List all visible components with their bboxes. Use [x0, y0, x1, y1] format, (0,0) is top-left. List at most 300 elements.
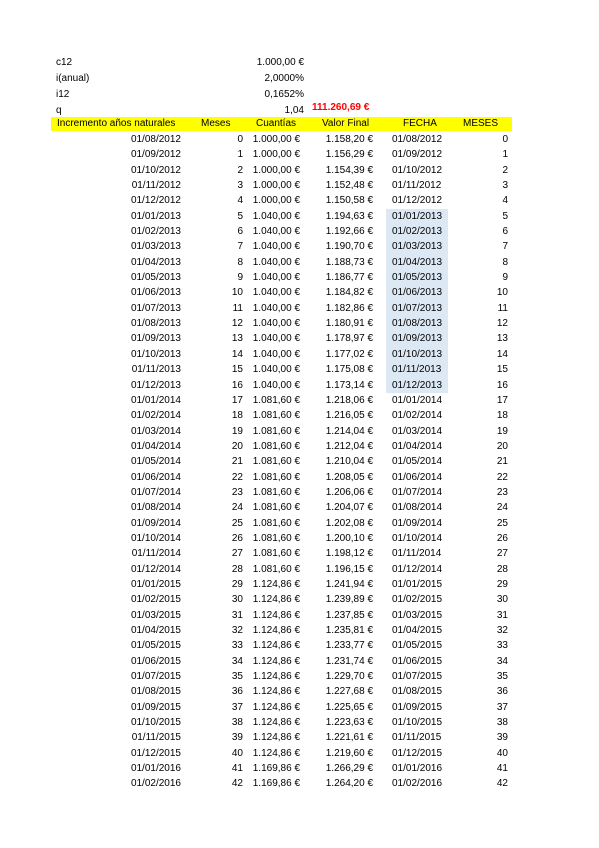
cell-fecha2: 01/09/2015: [392, 701, 443, 713]
cell-mes: 25: [231, 517, 243, 529]
cell-fecha: 01/03/2013: [130, 241, 181, 253]
cell-mes2: 1: [502, 149, 508, 161]
cell-mes: 7: [237, 241, 243, 253]
table-row: [0, 577, 599, 592]
cell-fecha2: 01/04/2014: [392, 440, 443, 452]
cell-valor-final: 1.239,89 €: [325, 594, 373, 606]
cell-fecha: 01/04/2015: [130, 625, 181, 636]
cell-valor-final: 1.186,77 €: [325, 272, 373, 284]
cell-cuantia: 1.124,86 €: [252, 671, 300, 683]
cell-valor-final: 1.231,74 €: [325, 655, 373, 667]
cell-mes2: 32: [496, 625, 508, 636]
cell-cuantia: 1.081,60 €: [252, 486, 300, 498]
param-label: i(anual): [56, 73, 90, 84]
header-valor-final: Valor Final: [322, 118, 370, 129]
cell-mes2: 39: [496, 732, 508, 744]
table-row: [0, 746, 599, 761]
cell-valor-final: 1.150,58 €: [325, 195, 373, 207]
cell-mes: 9: [237, 272, 243, 284]
cell-mes: 13: [231, 333, 243, 345]
cell-fecha: 01/08/2012: [130, 134, 181, 145]
cell-fecha: 01/05/2014: [130, 456, 181, 468]
cell-cuantia: 1.040,00 €: [252, 302, 300, 314]
table-row: [0, 776, 599, 791]
cell-mes: 33: [231, 640, 243, 652]
header-meses2: MESES: [463, 118, 499, 129]
cell-mes2: 8: [502, 256, 508, 268]
cell-valor-final: 1.233,77 €: [325, 640, 373, 652]
cell-fecha: 01/03/2014: [130, 425, 181, 437]
cell-cuantia: 1.124,86 €: [252, 594, 300, 606]
param-value: 1.000,00 €: [256, 57, 304, 68]
cell-mes: 40: [231, 747, 243, 759]
cell-valor-final: 1.154,39 €: [325, 164, 373, 176]
cell-fecha: 01/12/2012: [130, 195, 181, 207]
cell-mes: 22: [231, 471, 243, 483]
cell-fecha: 01/02/2016: [130, 778, 181, 790]
cell-cuantia: 1.081,60 €: [252, 532, 300, 544]
cell-cuantia: 1.040,00 €: [252, 333, 300, 345]
cell-cuantia: 1.124,86 €: [252, 640, 300, 652]
cell-cuantia: 1.124,86 €: [252, 609, 300, 621]
cell-fecha: 01/12/2013: [130, 379, 181, 391]
table-row: [0, 331, 599, 346]
cell-mes2: 13: [496, 333, 508, 345]
table-row: [0, 715, 599, 730]
cell-cuantia: 1.040,00 €: [252, 210, 300, 222]
cell-fecha: 01/03/2015: [130, 609, 181, 621]
cell-fecha2: 01/05/2013: [392, 272, 443, 284]
table-row: [0, 654, 599, 669]
cell-mes2: 9: [502, 272, 508, 284]
cell-cuantia: 1.081,60 €: [252, 502, 300, 514]
table-header-right: [386, 117, 512, 131]
cell-valor-final: 1.175,08 €: [325, 364, 373, 376]
cell-fecha2: 01/01/2014: [392, 394, 443, 406]
cell-cuantia: 1.000,00 €: [252, 164, 300, 176]
param-row-c12: [56, 55, 386, 71]
cell-mes: 31: [231, 609, 243, 621]
cell-valor-final: 1.178,97 €: [325, 333, 373, 345]
table-row: [0, 439, 599, 454]
cell-mes2: 7: [502, 241, 508, 253]
cell-cuantia: 1.040,00 €: [252, 256, 300, 268]
table-row: [0, 147, 599, 162]
cell-fecha: 01/11/2014: [131, 548, 181, 560]
cell-valor-final: 1.208,05 €: [325, 471, 373, 483]
cell-mes2: 38: [496, 717, 508, 729]
param-value: 2,0000%: [264, 73, 304, 84]
cell-cuantia: 1.081,60 €: [252, 440, 300, 452]
table-row: [0, 393, 599, 408]
cell-mes: 10: [231, 287, 243, 299]
cell-fecha2: 01/11/2012: [392, 180, 442, 192]
table-row: [0, 500, 599, 515]
table-row: [0, 270, 599, 285]
cell-mes: 12: [231, 318, 243, 330]
cell-mes: 11: [232, 302, 243, 314]
cell-valor-final: 1.158,20 €: [325, 134, 373, 145]
cell-mes: 4: [237, 195, 243, 207]
cell-fecha2: 01/02/2016: [392, 778, 443, 790]
cell-fecha2: 01/02/2014: [392, 410, 443, 422]
total-value: 111.260,69 €: [312, 102, 370, 113]
cell-cuantia: 1.081,60 €: [252, 456, 300, 468]
cell-mes2: 15: [496, 364, 508, 376]
cell-mes: 17: [231, 394, 243, 406]
cell-valor-final: 1.173,14 €: [325, 379, 373, 391]
cell-mes2: 18: [496, 410, 508, 422]
cell-mes2: 40: [496, 747, 508, 759]
cell-mes2: 11: [497, 302, 508, 314]
cell-valor-final: 1.225,65 €: [325, 701, 373, 713]
cell-valor-final: 1.221,61 €: [325, 732, 373, 744]
cell-fecha: 01/11/2012: [131, 180, 181, 192]
cell-valor-final: 1.214,04 €: [325, 425, 373, 437]
cell-fecha2: 01/08/2013: [392, 318, 443, 330]
cell-fecha2: 01/03/2013: [392, 241, 443, 253]
cell-mes: 37: [231, 701, 243, 713]
cell-fecha: 01/11/2015: [131, 732, 181, 744]
data-table: [0, 132, 599, 792]
cell-mes2: 19: [496, 425, 508, 437]
cell-valor-final: 1.198,12 €: [325, 548, 373, 560]
cell-mes: 16: [231, 379, 243, 391]
cell-cuantia: 1.124,86 €: [252, 655, 300, 667]
cell-mes: 23: [231, 486, 243, 498]
cell-fecha2: 01/06/2015: [392, 655, 443, 667]
cell-mes2: 10: [496, 287, 508, 299]
table-row: [0, 638, 599, 653]
cell-mes: 24: [231, 502, 243, 514]
cell-cuantia: 1.040,00 €: [252, 364, 300, 376]
cell-fecha2: 01/04/2015: [392, 625, 443, 636]
cell-mes2: 24: [496, 502, 508, 514]
table-header: [51, 117, 386, 131]
cell-fecha: 01/09/2014: [130, 517, 181, 529]
cell-mes: 34: [231, 655, 243, 667]
cell-fecha2: 01/10/2014: [392, 532, 443, 544]
cell-cuantia: 1.124,86 €: [252, 701, 300, 713]
cell-fecha: 01/11/2013: [131, 364, 181, 376]
table-row: [0, 239, 599, 254]
cell-mes: 38: [231, 717, 243, 729]
cell-mes: 19: [231, 425, 243, 437]
cell-fecha2: 01/10/2012: [392, 164, 443, 176]
cell-fecha: 01/12/2015: [130, 747, 181, 759]
table-row: [0, 454, 599, 469]
cell-fecha: 01/10/2015: [130, 717, 181, 729]
cell-valor-final: 1.219,60 €: [325, 747, 373, 759]
cell-cuantia: 1.040,00 €: [252, 379, 300, 391]
table-row: [0, 347, 599, 362]
table-row: [0, 531, 599, 546]
cell-mes2: 3: [502, 180, 508, 192]
cell-cuantia: 1.040,00 €: [252, 287, 300, 299]
cell-fecha2: 01/07/2015: [392, 671, 443, 683]
cell-valor-final: 1.241,94 €: [325, 578, 373, 590]
cell-fecha: 01/05/2015: [130, 640, 181, 652]
cell-mes2: 21: [496, 456, 508, 468]
header-meses: Meses: [201, 118, 231, 129]
param-label: c12: [56, 57, 73, 68]
cell-valor-final: 1.210,04 €: [325, 456, 373, 468]
cell-cuantia: 1.081,60 €: [252, 517, 300, 529]
cell-fecha2: 01/04/2013: [392, 256, 443, 268]
cell-fecha2: 01/10/2013: [392, 348, 443, 360]
cell-mes2: 12: [496, 318, 508, 330]
param-label: i12: [56, 89, 70, 100]
cell-valor-final: 1.204,07 €: [325, 502, 373, 514]
cell-fecha2: 01/12/2012: [392, 195, 443, 207]
cell-mes2: 6: [502, 226, 508, 238]
cell-fecha: 01/06/2013: [130, 287, 181, 299]
table-row: [0, 730, 599, 745]
cell-mes: 36: [231, 686, 243, 698]
cell-fecha: 01/06/2014: [130, 471, 181, 483]
cell-mes: 6: [237, 226, 243, 238]
cell-fecha2: 01/12/2015: [392, 747, 443, 759]
cell-mes: 2: [237, 164, 243, 176]
cell-fecha: 01/01/2015: [130, 578, 181, 590]
cell-fecha2: 01/12/2013: [392, 379, 443, 391]
cell-mes2: 2: [502, 164, 508, 176]
cell-fecha2: 01/02/2013: [392, 226, 443, 238]
table-row: [0, 608, 599, 623]
cell-mes: 18: [231, 410, 243, 422]
header-fecha: FECHA: [403, 118, 437, 129]
cell-fecha2: 01/06/2014: [392, 471, 443, 483]
cell-mes2: 31: [496, 609, 508, 621]
cell-fecha2: 01/03/2015: [392, 609, 443, 621]
cell-cuantia: 1.081,60 €: [252, 410, 300, 422]
cell-mes2: 17: [496, 394, 508, 406]
cell-cuantia: 1.040,00 €: [252, 348, 300, 360]
table-row: [0, 623, 599, 638]
cell-fecha: 01/09/2013: [130, 333, 181, 345]
cell-valor-final: 1.202,08 €: [325, 517, 373, 529]
cell-mes2: 0: [502, 134, 508, 145]
cell-fecha2: 01/06/2013: [392, 287, 443, 299]
cell-mes: 8: [237, 256, 243, 268]
cell-mes2: 34: [496, 655, 508, 667]
cell-mes2: 5: [502, 210, 508, 222]
cell-mes2: 42: [496, 778, 508, 790]
cell-cuantia: 1.000,00 €: [252, 195, 300, 207]
cell-valor-final: 1.188,73 €: [325, 256, 373, 268]
cell-mes2: 29: [496, 578, 508, 590]
table-row: [0, 546, 599, 561]
cell-mes2: 14: [496, 348, 508, 360]
cell-cuantia: 1.124,86 €: [252, 717, 300, 729]
cell-fecha2: 01/02/2015: [392, 594, 443, 606]
cell-mes2: 4: [502, 195, 508, 207]
table-row: [0, 193, 599, 208]
param-value: 1,04: [284, 105, 304, 116]
cell-mes: 35: [231, 671, 243, 683]
table-row: [0, 378, 599, 393]
cell-fecha: 01/05/2013: [130, 272, 181, 284]
cell-mes: 21: [231, 456, 243, 468]
cell-mes: 28: [231, 563, 243, 575]
cell-fecha: 01/12/2014: [130, 563, 181, 575]
cell-mes2: 36: [496, 686, 508, 698]
cell-mes: 14: [231, 348, 243, 360]
cell-mes2: 37: [496, 701, 508, 713]
cell-fecha2: 01/01/2016: [392, 763, 443, 775]
table-row: [0, 255, 599, 270]
param-label: q: [56, 105, 62, 116]
cell-valor-final: 1.212,04 €: [325, 440, 373, 452]
cell-fecha: 01/04/2014: [130, 440, 181, 452]
table-row: [0, 224, 599, 239]
cell-fecha: 01/09/2015: [130, 701, 181, 713]
cell-cuantia: 1.000,00 €: [252, 149, 300, 161]
cell-mes2: 33: [496, 640, 508, 652]
table-row: [0, 209, 599, 224]
cell-cuantia: 1.040,00 €: [252, 226, 300, 238]
cell-mes: 27: [231, 548, 243, 560]
cell-mes: 29: [231, 578, 243, 590]
cell-valor-final: 1.264,20 €: [325, 778, 373, 790]
table-row: [0, 316, 599, 331]
cell-fecha: 01/02/2014: [130, 410, 181, 422]
cell-valor-final: 1.229,70 €: [325, 671, 373, 683]
cell-cuantia: 1.040,00 €: [252, 318, 300, 330]
cell-fecha2: 01/08/2012: [392, 134, 443, 145]
cell-mes2: 41: [496, 763, 508, 775]
table-row: [0, 424, 599, 439]
cell-fecha2: 01/09/2013: [392, 333, 443, 345]
cell-fecha: 01/07/2014: [130, 486, 181, 498]
table-row: [0, 761, 599, 776]
cell-mes2: 28: [496, 563, 508, 575]
param-row-i12: [56, 87, 386, 103]
cell-mes: 5: [237, 210, 243, 222]
cell-cuantia: 1.040,00 €: [252, 241, 300, 253]
cell-fecha: 01/07/2015: [130, 671, 181, 683]
cell-mes: 32: [231, 625, 243, 636]
cell-cuantia: 1.081,60 €: [252, 394, 300, 406]
param-row-interest-annual: [56, 71, 386, 87]
cell-valor-final: 1.235,81 €: [325, 625, 373, 636]
header-incremento: Incremento años naturales: [57, 118, 176, 129]
cell-valor-final: 1.182,86 €: [325, 302, 373, 314]
cell-fecha: 01/08/2014: [130, 502, 181, 514]
cell-fecha2: 01/12/2014: [392, 563, 443, 575]
header-cuantias: Cuantías: [256, 118, 297, 129]
cell-mes2: 25: [496, 517, 508, 529]
cell-valor-final: 1.266,29 €: [325, 763, 373, 775]
cell-fecha2: 01/11/2015: [392, 732, 442, 744]
cell-mes: 30: [231, 594, 243, 606]
cell-fecha: 01/02/2013: [130, 226, 181, 238]
cell-mes: 42: [231, 778, 243, 790]
cell-cuantia: 1.081,60 €: [252, 425, 300, 437]
table-row: [0, 700, 599, 715]
cell-valor-final: 1.223,63 €: [325, 717, 373, 729]
cell-valor-final: 1.152,48 €: [325, 180, 373, 192]
cell-fecha: 01/08/2015: [130, 686, 181, 698]
table-row: [0, 408, 599, 423]
cell-cuantia: 1.081,60 €: [252, 548, 300, 560]
table-row: [0, 684, 599, 699]
cell-fecha: 01/01/2014: [130, 394, 181, 406]
cell-mes2: 26: [496, 532, 508, 544]
table-row: [0, 516, 599, 531]
cell-mes2: 30: [496, 594, 508, 606]
cell-mes: 26: [231, 532, 243, 544]
cell-mes: 1: [237, 149, 243, 161]
cell-fecha2: 01/08/2014: [392, 502, 443, 514]
cell-fecha: 01/04/2013: [130, 256, 181, 268]
cell-mes: 3: [237, 180, 243, 192]
cell-cuantia: 1.081,60 €: [252, 471, 300, 483]
cell-fecha2: 01/07/2014: [392, 486, 443, 498]
cell-valor-final: 1.177,02 €: [325, 348, 373, 360]
cell-valor-final: 1.196,15 €: [325, 563, 373, 575]
cell-mes2: 22: [496, 471, 508, 483]
cell-mes: 39: [231, 732, 243, 744]
cell-fecha2: 01/11/2014: [392, 548, 442, 560]
cell-mes2: 35: [496, 671, 508, 683]
cell-cuantia: 1.124,86 €: [252, 578, 300, 590]
cell-fecha2: 01/10/2015: [392, 717, 443, 729]
table-row: [0, 362, 599, 377]
table-row: [0, 285, 599, 300]
cell-fecha2: 01/01/2013: [392, 210, 443, 222]
cell-fecha: 01/09/2012: [130, 149, 181, 161]
cell-fecha: 01/01/2013: [130, 210, 181, 222]
cell-valor-final: 1.218,06 €: [325, 394, 373, 406]
table-row: [0, 592, 599, 607]
cell-mes2: 23: [496, 486, 508, 498]
cell-fecha: 01/10/2012: [130, 164, 181, 176]
cell-fecha: 01/08/2013: [130, 318, 181, 330]
cell-mes2: 16: [496, 379, 508, 391]
cell-valor-final: 1.180,91 €: [325, 318, 373, 330]
cell-fecha: 01/10/2014: [130, 532, 181, 544]
cell-mes: 0: [237, 134, 243, 145]
cell-mes: 20: [231, 440, 243, 452]
cell-mes: 41: [231, 763, 243, 775]
cell-fecha: 01/02/2015: [130, 594, 181, 606]
cell-valor-final: 1.192,66 €: [325, 226, 373, 238]
cell-cuantia: 1.124,86 €: [252, 747, 300, 759]
cell-fecha2: 01/05/2014: [392, 456, 443, 468]
table-row: [0, 132, 599, 147]
cell-fecha2: 01/08/2015: [392, 686, 443, 698]
cell-cuantia: 1.040,00 €: [252, 272, 300, 284]
cell-fecha2: 01/03/2014: [392, 425, 443, 437]
cell-fecha2: 01/09/2014: [392, 517, 443, 529]
cell-valor-final: 1.190,70 €: [325, 241, 373, 253]
table-row: [0, 562, 599, 577]
cell-valor-final: 1.216,05 €: [325, 410, 373, 422]
table-row: [0, 470, 599, 485]
table-row: [0, 485, 599, 500]
cell-mes2: 20: [496, 440, 508, 452]
cell-cuantia: 1.124,86 €: [252, 625, 300, 636]
cell-cuantia: 1.000,00 €: [252, 180, 300, 192]
cell-valor-final: 1.194,63 €: [325, 210, 373, 222]
cell-cuantia: 1.169,86 €: [252, 778, 300, 790]
cell-fecha2: 01/01/2015: [392, 578, 443, 590]
cell-valor-final: 1.156,29 €: [325, 149, 373, 161]
cell-fecha: 01/10/2013: [130, 348, 181, 360]
cell-cuantia: 1.169,86 €: [252, 763, 300, 775]
cell-valor-final: 1.184,82 €: [325, 287, 373, 299]
